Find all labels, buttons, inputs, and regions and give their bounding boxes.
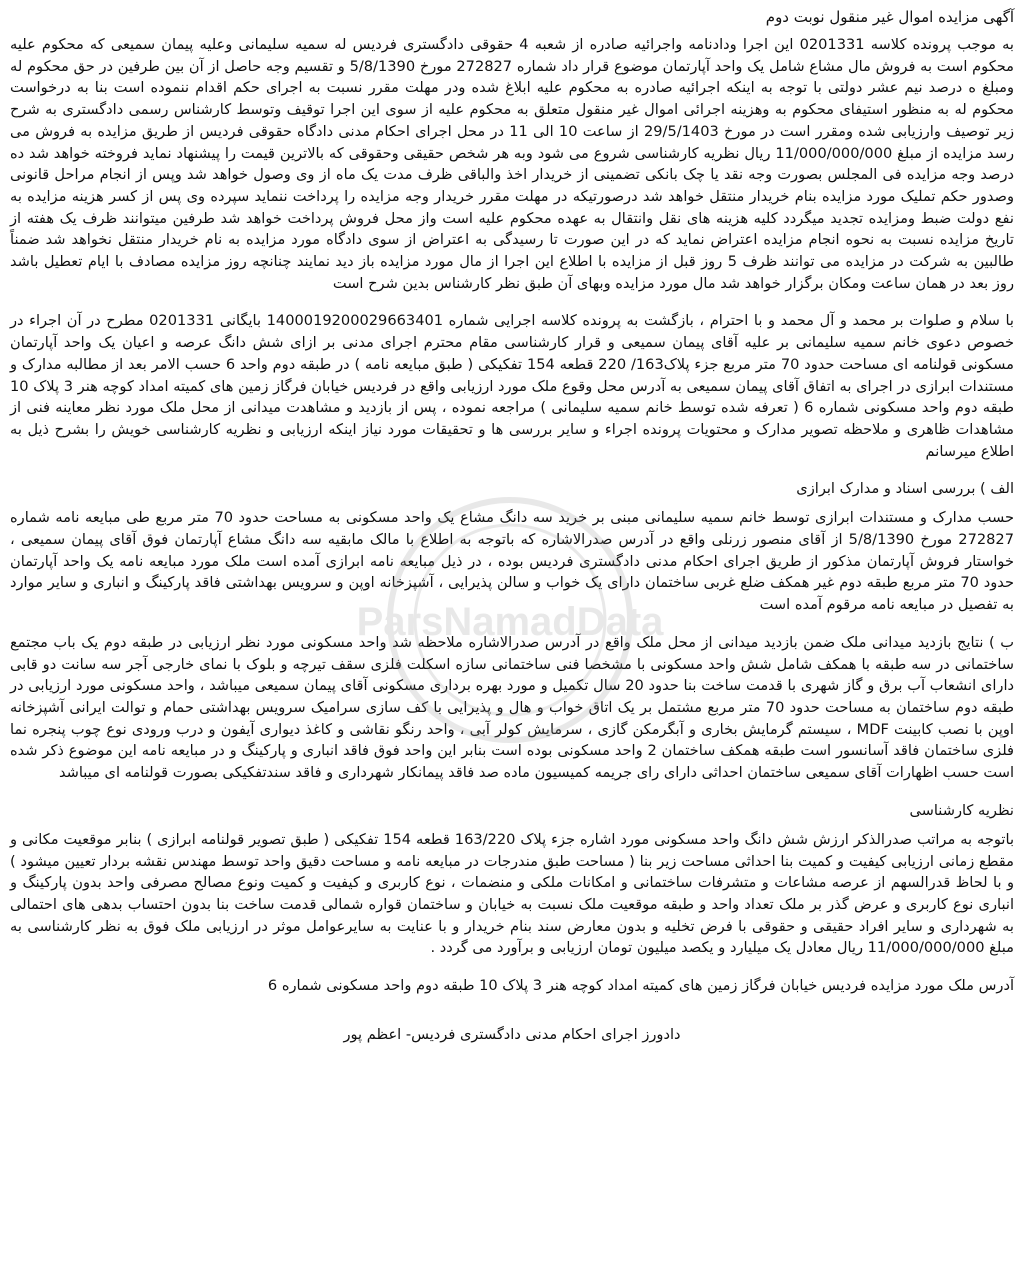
section-heading-documents: الف ) بررسی اسناد و مدارک ابرازی — [796, 480, 1014, 498]
opinion-paragraph: باتوجه به مراتب صدرالذکر ارزش شش دانگ واحد مسکونی مورد اشاره جزء پلاک 163/220 قطعه 154 تفکیکی ( طبق تصویر قولنامه ابرازی ) بنابر موقعیت مکانی و مقطع زمانی ارزیابی کیفیت و کمیت بنا احداثی مساحت زیر بنا ( مساحت طبق مندرجات در مبایعه نامه و مساحت دقیق واحد توسط مهندس نقشه بردار تعیین میشود ) و با لحاظ قدرالسهم از عرصه مشاعات و متشرفات ساختمانی و امکانات ملکی و منضمات ، نوع کاربری و کیفیت و کمیت ونوع مصالح مصرفی واحد بدون پارکینگ و انباری نوع کاربری و عرض گذر بر ملک تعداد واحد و طبقه موقعیت ملک نسبت به خیابان و ساختمان قواره شمالی قدمت ساخت بنا بدون احتساب بدهی های احتمالی به شهرداری و سایر افراد حقیقی و حقوقی با فرض تخلیه و بدون معارض سند بنام خریدار و با عنایت به سایرعوامل موثر در ارزیابی ملک فوق به نظر کارشناسی به مبلغ 11/000/000/000 ریال معادل یک میلیارد و یکصد میلیون تومان ارزیابی و برآورد می گردد . — [10, 830, 1014, 957]
signature-line: دادورز اجرای احکام مدنی دادگستری فردیس- اعظم پور — [343, 1026, 681, 1044]
property-address: آدرس ملک مورد مزایده فردیس خیابان فرگاز زمین های کمیته امداد کوچه هنر 3 پلاک 10 طبقه دوم واحد مسکونی شماره 6 — [267, 977, 1014, 995]
watermark-text: ParsNamadData — [356, 600, 664, 644]
expert-intro-paragraph: با سلام و صلوات بر محمد و آل محمد و با احترام ، بازگشت به پرونده کلاسه اجرایی شماره 140001920002966340‌1 بایگانی 0201331 مطرح در آن اجراء در خصوص دعوی خانم سمیه سلیمانی بر علیه آقای پیمان سمیعی و قرار کارشناسی مقام محترم اجرای مدنی بر ازای شش دانگ عرصه و اعیان یک واحد آپارتمان مسکونی قولنامه ای مساحت حدود 70 متر مربع جزء پلاک163/ 220 قطعه 154 تفکیکی ( طبق مبایعه نامه ) در طبقه دوم واحد 6 حسب الامر بعد از مطالبه مدارک و مستندات ابرازی در اجرای به اتفاق آقای پیمان سمیعی به آدرس محل وقوع ملک مورد ارزیابی واقع در فردیس خیابان فرگاز زمین های کمیته امداد کوچه هنر 3 پلاک 10 طبقه دوم واحد مسکونی شماره 6 ( تعرفه شده توسط خانم سمیه سلیمانی ) مراجعه نموده ، پس از بازدید و مشاهدت میدانی از محل ملک مورد نظر معاینه فنی از مشاهدات ظاهری و ملاحظه تصویر مدارک و محتویات پرونده اجراء و سایر بررسی ها و تحقیقات مورد نیاز اینکه ارزیابی و نظریه کارشناسی خویش را بشرح ذیل به اطلاع میرسانم — [10, 312, 1014, 460]
section-heading-opinion: نظریه کارشناسی — [909, 801, 1014, 819]
site-visit-paragraph: ب ) نتایج بازدید میدانی ملک ضمن بازدید میدانی از محل ملک واقع در آدرس صدرالاشاره ملاحظه شد واحد مسکونی مورد نظر ارزیابی در طبقه دوم یک باب مجتمع ساختمانی در سه طبقه با همکف شامل شش واحد مسکونی با مشخصا فنی ساختمانی سازه اسکلت فلزی سقف تیرچه و بلوک با نمای خارجی آجر سه سانت دو قابی دارای انشعاب آب برق و گاز شهری با قدمت ساخت بنا حدود 20 سال تکمیل و مورد بهره برداری مسکونی آقای پیمان سمیعی میباشد ، واحد مسکونی مورد ارزیابی در طبقه دوم ساختمان به مساحت حدود 70 متر مربع مشتمل بر یک اتاق خواب و هال و پذیرایی با کف سازی سرامیک سرویس بهداشتی حمام و توالت ایرانی آشپزخانه اوپن با نصب کابینت MDF ، سیستم گرمایش بخاری و آبگرمکن گازی ، سرمایش کولر آبی ، واحد رنگو نقاشی و کاغذ دیواری آیفون و درب ورودی نوع چوب پنجره نما فلزی ساختمان فاقد آسانسور است طبقه همکف ساختمان 2 واحد مسکونی بوده است بنابر این واحد فوق فاقد انباری و پارکینگ و در مبایعه نامه این موضوع ذکر شده است حسب اظهارات آقای سمیعی ساختمان احداثی دارای رای جریمه کمیسیون ماده صد فاقد پیمانکار شهرداری و فاقد سندتفکیکی بصورت قولنامه ای میباشد — [10, 633, 1014, 782]
notice-paragraph-1: به موجب پرونده کلاسه 0201331 این اجرا ودادنامه واجرائیه صادره از شعبه 4 حقوقی دادگستری فردیس له سمیه سلیمانی وعلیه پیمان سمیعی که محکوم علیه محکوم است به فروش مال مشاع شامل یک واحد آپارتمان موضوع قرار داد شماره 272827 مورخ 5/8/1390 و تقسیم وجه حاصل از آن بین طرفین در حق محکوم له ومبلغ ه درصد نیم عشر دولتی با توجه به اینکه اجرائیه صادره به محکوم علیه ابلاغ شده ودر مهلت مقرر نسبت به اجرای حکم اقدام ننموده است بنا به درخواست محکوم له به منظور استیفای محکوم به وهزینه اجرائی اموال غیر منقول متعلق به محکوم علیه از سوی این اجرا توقیف وتوسط کارشناس رسمی دادگستری به شرح زیر توصیف وارزیابی شده ومقرر است در مورخ 29/5/1403 از ساعت 10 الی 11 در محل اجرای احکام مدنی دادگاه حقوقی فردیس از طریق مزایده به فروش می رسد مزایده از مبلغ 11/000/000/000 ریال نظریه کارشناسی شروع می شود وبه هر شخص حقیقی وحقوقی که بالاترین قیمت را پیشنهاد نماید فروخته خواهد شد ده درصد وجه مزایده فی المجلس بصورت وجه نقد یا چک بانکی تضمینی از خریدار اخذ والباقی ظرف مدت یک ماه از وی وصول خواهد شد وپس از انجام مراحل قانونی وصدور حکم تملیک مورد مزایده بنام خریدار منتقل خواهد شد درصورتیکه در مهلت مقرر خریدار وجه مزایده را پرداخت ننماید سپرده وی پس از کسر هزینه مزایده به نفع دولت ضبط ومزایده تجدید میگردد کلیه هزینه های نقل وانتقال به عهده محکوم علیه است واز محل فروش پرداخت خواهد شد طرفین میتوانند ظرف یک هفته از تاریخ مزایده نسبت به نحوه انجام مزایده اعتراض نماید که در این صورت تا رسیدگی به اعتراض از سوی دادگاه مورد مزایده به نام خریدار منتقل نخواهد شد ضمناً طالبین به شرکت در مزایده می توانند ظرف 5 روز قبل از مزایده با اطلاع این اجرا از مال مورد مزایده باز دید نمایند چنانچه روز مزایده مصادف با ایام تعطیل باشد روز بعد در همان ساعت ومکان برگزار خواهد شد مال مورد مزایده وبهای آن طبق نظر کارشناس بدین شرح است — [10, 36, 1014, 292]
notice-title: آگهی مزایده اموال غیر منقول نوبت دوم — [765, 8, 1014, 26]
documents-review-paragraph: حسب مدارک و مستندات ابرازی توسط خانم سمیه سلیمانی مبنی بر خرید سه دانگ مشاع یک واحد مسکونی به مساحت حدود 70 متر مربع طی مبایعه نامه شماره 272827 مورخ 5/8/1390 از آقای منصور زرنلی واقع در آدرس صدرالاشاره که باتوجه به اطلاع با مالک مابقیه سه دانگ مشاع آپارتمان فوق آقای پیمان سمیعی ، خواستار فروش آپارتمان مذکور از طریق اجرای احکام مدنی دادگستری فردیس بوده ، در ذیل مبایعه نامه ابرازی آمده است ملک مورد مبایعه نامه یک واحد آپارتمان حدود 70 متر مربع طبقه دوم غیر همکف ضلع غربی ساختمان دارای یک خواب و سالن پذیرایی ، آشپزخانه اوپن و سرویس بهداشتی فاقد پارکینگ و انباری و سایر موارد به تفصیل در مبایعه نامه مرقوم آمده است — [10, 509, 1015, 614]
